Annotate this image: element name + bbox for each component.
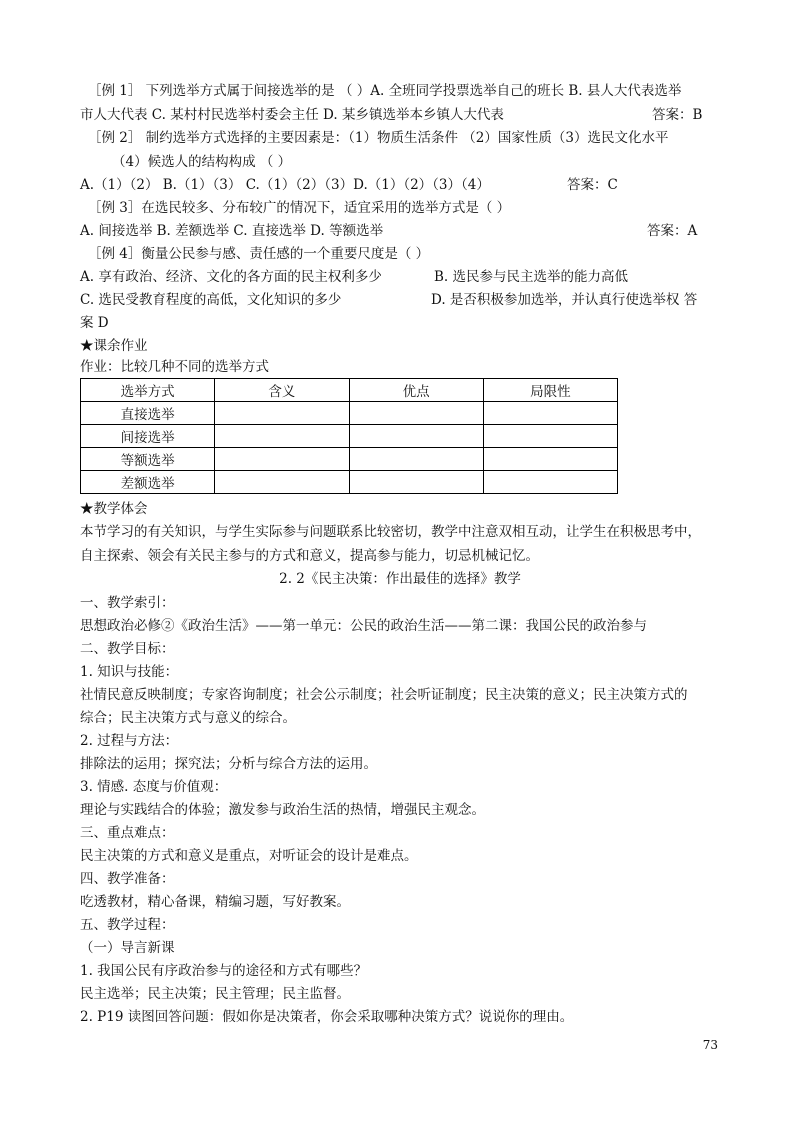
table-row-label: 差额选举 (81, 471, 215, 494)
table-cell (483, 471, 617, 494)
example-1-line-2: 市人大代表 C. 某村村民选举村委会主任 D. 某乡镇选举本乡镇人大代表 (80, 107, 504, 123)
example-4-option-c: C. 选民受教育程度的高低，文化知识的多少 (80, 292, 342, 308)
section-4-text: 吃透教材，精心备课，精编习题，写好教案。 (80, 894, 350, 910)
table-cell (483, 425, 617, 448)
goal-3-text: 理论与实践结合的体验；激发参与政治生活的热情，增强民主观念。 (80, 802, 485, 818)
table-cell (215, 402, 349, 425)
reflection-heading: ★教学体会 (80, 501, 148, 517)
goal-1-heading: 1. 知识与技能： (80, 664, 179, 680)
example-4-option-a: A. 享有政治、经济、文化的各方面的民主权利多少 (80, 269, 382, 285)
example-3-line-1: ［例 3］在选民较多、分布较广的情况下，适宜采用的选举方式是（ ） (88, 200, 511, 216)
example-4-line-1: ［例 4］衡量公民参与感、责任感的一个重要尺度是（ ） (88, 246, 430, 262)
homework-task: 作业：比较几种不同的选举方式 (80, 359, 269, 375)
table-cell (349, 471, 483, 494)
table-cell (215, 448, 349, 471)
table-cell (215, 471, 349, 494)
example-2-line-1: ［例 2］ 制约选举方式选择的主要因素是：（1）物质生活条件 （2）国家性质（3）选民文化水平 (88, 130, 669, 146)
goal-3-heading: 3. 情感. 态度与价值观： (80, 779, 228, 795)
goal-2-heading: 2. 过程与方法： (80, 733, 179, 749)
table-cell (349, 425, 483, 448)
homework-heading: ★课余作业 (80, 338, 148, 354)
example-2-options: A.（1）（2） B.（1）（3） C.（1）（2）（3）D.（1）（2）（3）（4） (80, 177, 490, 193)
part-1-heading: （一）导言新课 (80, 940, 175, 956)
section-1-heading: 一、教学索引： (80, 595, 175, 611)
example-2-line-2: （4）候选人的结构构成 （ ） (112, 154, 292, 170)
table-row (81, 448, 618, 471)
example-1-line-1: ［例 1］ 下列选举方式属于间接选举的是 （ ）A. 全班同学投票选举自己的班长 B. 县人大代表选举 (88, 83, 682, 99)
table-row-label: 直接选举 (81, 402, 215, 425)
example-4-answer: 案 D (80, 315, 109, 331)
page-number: 73 (702, 1038, 718, 1052)
table-header-cell: 局限性 (483, 379, 617, 402)
table-cell (483, 402, 617, 425)
example-1-answer: 答案：B (652, 107, 703, 123)
table-row (81, 471, 618, 494)
goal-1-text-1: 社情民意反映制度；专家咨询制度；社会公示制度；社会听证制度；民主决策的意义；民主决策方式的 (80, 687, 688, 703)
election-comparison-table (80, 378, 618, 494)
lesson-title: 2. 2《民主决策：作出最佳的选择》教学 (279, 571, 521, 587)
table-row-label: 间接选举 (81, 425, 215, 448)
goal-1-text-2: 综合；民主决策方式与意义的综合。 (80, 710, 296, 726)
answer-1: 民主选举；民主决策；民主管理；民主监督。 (80, 986, 350, 1002)
question-2: 2. P19 读图回答问题：假如你是决策者，你会采取哪种决策方式？说说你的理由。 (80, 1009, 574, 1025)
question-1: 1. 我国公民有序政治参与的途径和方式有哪些？ (80, 963, 368, 979)
table-row (81, 425, 618, 448)
section-3-text: 民主决策的方式和意义是重点，对听证会的设计是难点。 (80, 848, 418, 864)
table-cell (215, 425, 349, 448)
table-cell (349, 402, 483, 425)
example-2-answer: 答案：C (567, 177, 618, 193)
reflection-line-1: 本节学习的有关知识，与学生实际参与问题联系比较密切，教学中注意双相互动，让学生在积极思考中， (80, 524, 701, 540)
example-3-options: A. 间接选举 B. 差额选举 C. 直接选举 D. 等额选举 (80, 223, 384, 239)
section-2-heading: 二、教学目标： (80, 641, 175, 657)
section-1-text: 思想政治必修②《政治生活》——第一单元：公民的政治生活——第二课：我国公民的政治参与 (80, 618, 647, 634)
table-header-cell: 选举方式 (81, 379, 215, 402)
goal-2-text: 排除法的运用；探究法；分析与综合方法的运用。 (80, 756, 377, 772)
table-cell (349, 448, 483, 471)
table-header-cell: 优点 (349, 379, 483, 402)
table-row-label: 等额选举 (81, 448, 215, 471)
table-row (81, 402, 618, 425)
reflection-line-2: 自主探索、领会有关民主参与的方式和意义，提高参与能力，切忌机械记忆。 (80, 548, 539, 564)
table-header-row (81, 379, 618, 402)
table-header-cell: 含义 (215, 379, 349, 402)
example-4-option-d: D. 是否积极参加选举，并认真行使选举权 答 (431, 292, 698, 308)
example-3-answer: 答案：A (647, 223, 698, 239)
section-3-heading: 三、重点难点： (80, 825, 175, 841)
section-4-heading: 四、教学准备： (80, 871, 175, 887)
table-cell (483, 448, 617, 471)
example-4-option-b: B. 选民参与民主选举的能力高低 (434, 269, 629, 285)
section-5-heading: 五、教学过程： (80, 917, 175, 933)
